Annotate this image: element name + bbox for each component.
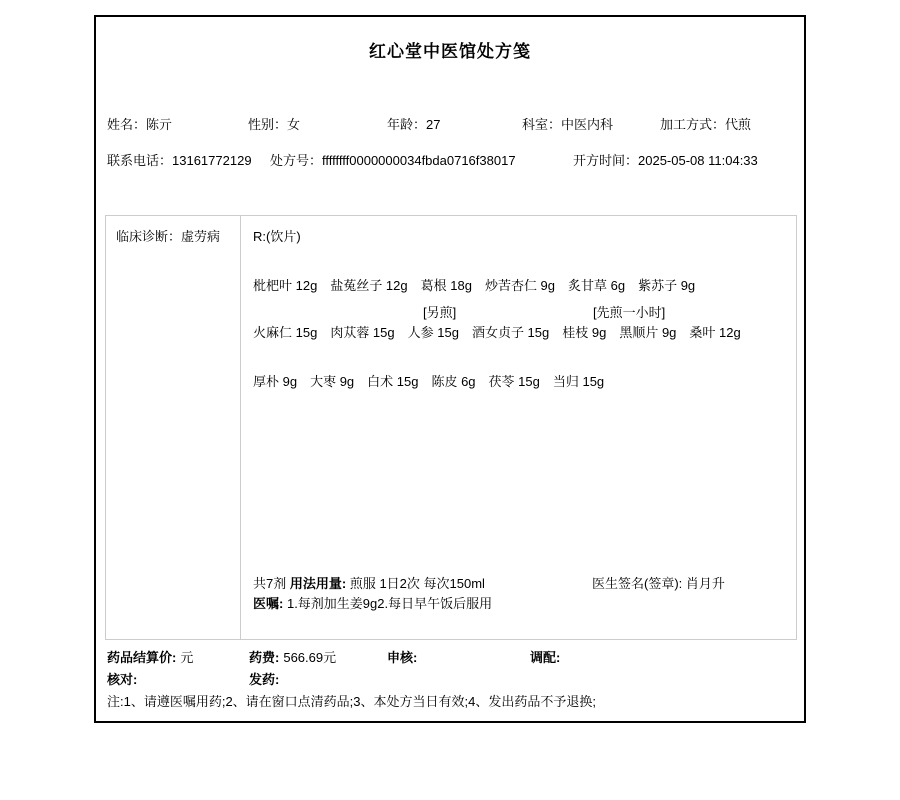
fee-value: 566.69元 xyxy=(283,650,337,665)
herb-item: 桑叶 12g xyxy=(689,325,741,340)
herb-item: 肉苁蓉 15g xyxy=(330,325,395,340)
herb-item: 厚朴 9g xyxy=(253,374,298,389)
check-label: 核对: xyxy=(107,672,138,687)
issue-time-value: 2025-05-08 11:04:33 xyxy=(638,153,758,168)
field-rx-number xyxy=(270,153,516,169)
herb-item: 盐菟丝子 12g xyxy=(330,278,408,293)
herb-item: 枇杷叶 12g xyxy=(253,278,318,293)
settle-price-field xyxy=(107,650,193,666)
processing-value: 代煎 xyxy=(725,117,752,132)
field-issue-time xyxy=(573,153,758,169)
usage-value: 煎服 1日2次 每次150ml xyxy=(349,576,485,591)
advice-line xyxy=(253,596,492,612)
herb-item: 炒苦杏仁 9g xyxy=(484,278,556,293)
herb-item: 葛根 18g xyxy=(420,278,472,293)
herb-item: 陈皮 6g xyxy=(431,374,476,389)
settle-price-value: 元 xyxy=(180,650,194,665)
advice-label: 医嘱: xyxy=(253,596,284,611)
age-label: 年龄： xyxy=(387,117,427,132)
field-phone xyxy=(107,153,252,169)
age-value: 27 xyxy=(426,117,441,132)
field-department xyxy=(522,117,613,133)
patient-name-value: 陈亓 xyxy=(146,117,173,132)
department-label: 科室： xyxy=(522,117,562,132)
rx-number-value: ffffffff0000000034fbda0716f38017 xyxy=(322,153,516,168)
processing-label: 加工方式： xyxy=(660,117,726,132)
rx-header: R:(饮片) xyxy=(253,229,301,244)
herb-item: 白术 15g xyxy=(367,374,419,389)
advice-value: 1.每剂加生姜9g2.每日早午饭后服用 xyxy=(286,596,493,611)
rx-number-label: 处方号： xyxy=(270,153,323,168)
herb-item: 火麻仁 15g xyxy=(253,325,318,340)
page-title: 红心堂中医馆处方笺 xyxy=(369,42,531,61)
diagnosis-cell xyxy=(106,216,241,639)
issue-time-label: 开方时间： xyxy=(573,153,639,168)
phone-label: 联系电话： xyxy=(107,153,173,168)
herb-item: 酒女贞子 15g xyxy=(471,325,550,340)
herb-item: 人参 15g xyxy=(407,325,459,340)
herb-item: 当归 15g xyxy=(552,374,605,389)
phone-value: 13161772129 xyxy=(172,153,252,168)
dose-count: 共7剂 xyxy=(253,576,287,591)
herb-item: 紫苏子 9g xyxy=(638,278,696,293)
prescription-body xyxy=(105,215,797,640)
gender-label: 性别： xyxy=(248,117,288,132)
field-processing xyxy=(660,117,751,133)
dispense-label: 调配: xyxy=(530,650,561,665)
issue-label: 发药: xyxy=(249,672,280,687)
decoct-annotation-first: [先煎一小时] xyxy=(593,305,666,320)
field-gender xyxy=(248,117,300,133)
settle-price-label: 药品结算价: xyxy=(107,650,177,665)
rx-cell xyxy=(241,216,796,639)
usage-label: 用法用量: xyxy=(289,576,347,591)
prescription-sheet xyxy=(94,15,806,723)
decoct-annotation-separately: [另煎] xyxy=(423,305,457,320)
footer-note: 注:1、请遵医嘱用药;2、请在窗口点清药品;3、本处方当日有效;4、发出药品不予退换; xyxy=(107,694,596,709)
fee-label: 药费: xyxy=(249,650,280,665)
herb-item: 黑顺片 9g xyxy=(619,325,677,340)
diagnosis-label: 临床诊断： xyxy=(116,229,182,244)
diagnosis-value: 虚劳病 xyxy=(181,229,221,244)
field-patient-name xyxy=(107,117,172,133)
herb-item: 大枣 9g xyxy=(310,374,355,389)
herb-item: 桂枝 9g xyxy=(562,325,607,340)
patient-name-label: 姓名： xyxy=(107,117,147,132)
herb-line-2 xyxy=(253,325,754,341)
fee-field xyxy=(249,650,336,666)
field-age xyxy=(387,117,440,133)
usage-line xyxy=(253,576,485,592)
herb-item: 炙甘草 6g xyxy=(568,278,626,293)
doctor-signature-value: 肖月升 xyxy=(685,576,725,591)
doctor-signature-label: 医生签名(签章): xyxy=(592,576,683,591)
doctor-signature xyxy=(592,576,725,592)
department-value: 中医内科 xyxy=(561,117,614,132)
herb-item: 茯苓 15g xyxy=(488,374,540,389)
gender-value: 女 xyxy=(287,117,301,132)
herb-line-1 xyxy=(253,278,708,294)
review-label: 申核: xyxy=(387,650,418,665)
herb-line-3 xyxy=(253,374,617,390)
